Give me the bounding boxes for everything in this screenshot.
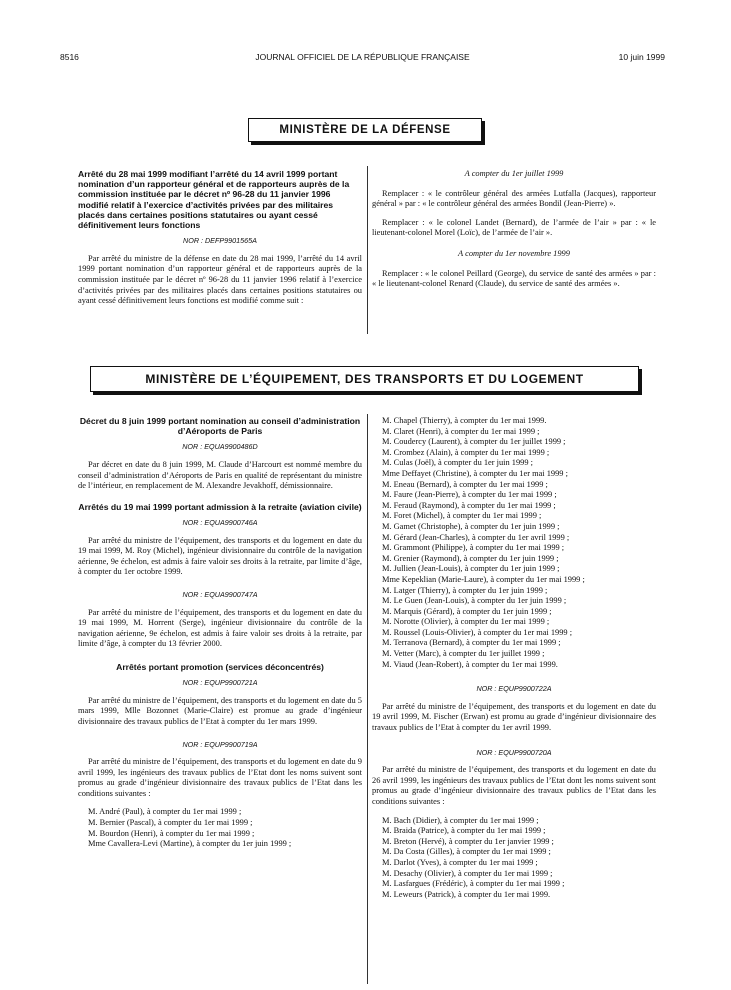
- list-item: M. Crombez (Alain), à compter du 1er mai 1999 ;: [382, 447, 550, 457]
- list-item: M. Vetter (Marc), à compter du 1er juillet 1999 ;: [382, 649, 545, 659]
- defense-subheading-2: A compter du 1er novembre 1999: [458, 248, 570, 258]
- list-item: M. Jullien (Jean-Louis), à compter du 1er juin 1999 ;: [382, 564, 560, 574]
- list-item: M. Darlot (Yves), à compter du 1er mai 1999 ;: [382, 857, 538, 867]
- page-header: [60, 52, 665, 66]
- ministry-defense-title: MINISTÈRE DE LA DÉFENSE: [248, 118, 482, 142]
- issue-date: 10 juin 1999: [618, 52, 665, 62]
- promotion-body-3: Par arrêté du ministre de l’équipement, des transports et du logement en date du 19 avril 1999, M. Fischer (Erwan) est promu au grade d’ingénieur divisionnaire des travaux publics de l’Etat à compter du 1er avril 1999.: [372, 701, 656, 733]
- promotion-list-right-2: [372, 816, 656, 901]
- list-item: M. Grenier (Raymond), à compter du 1er juin 1999 ;: [382, 553, 559, 563]
- defense-para-2: Remplacer : « le colonel Landet (Bernard), de l’armée de l’air » par : « le lieutenant-colonel Morel (Loïc), de l’armée de l’air ».: [372, 217, 656, 238]
- defense-para-1: Remplacer : « le contrôleur général des armées Lutfalla (Jacques), rapporteur général » par : « le contrôleur général des armées Bondil (Jean-Pierre) ».: [372, 188, 656, 209]
- defense-body: Par arrêté du ministre de la défense en date du 28 mai 1999, l’arrêté du 14 avril 1999 portant nomination d’un rapporteur général et de rapporteurs auprès de la commission instituée par le décret nº 96-28 du 11 janvier 1996 relatif à l’exercice d’activités privées par des militaires placés dans certaines positions statutaires ou ayant cessé définitivement leurs fonctions est modifié comme suit :: [78, 253, 362, 306]
- defense-right-column: [372, 169, 656, 298]
- list-item: M. Feraud (Raymond), à compter du 1er mai 1999 ;: [382, 500, 556, 510]
- defense-para-3: Remplacer : « le colonel Peillard (George), du service de santé des armées » par : « le lieutenant-colonel Renard (Claude), du service de santé des armées ».: [372, 268, 656, 289]
- column-divider-top: [367, 166, 368, 334]
- list-item: M. Terranova (Bernard), à compter du 1er mai 1999 ;: [382, 638, 561, 648]
- retraite-body-2: Par arrêté du ministre de l’équipement, des transports et du logement en date du 19 mai 1999, M. Horrent (Serge), ingénieur divisionnaire du contrôle de la navigation aérienne, 9e échelon, est admis à faire valoir ses droits à la retraite, par limite d’âge, à compter du 13 février 2000.: [78, 607, 362, 649]
- list-item: M. Gérard (Jean-Charles), à compter du 1er avril 1999 ;: [382, 532, 570, 542]
- nor-reference: NOR : EQUA9900486D: [182, 442, 258, 452]
- list-item: M. Lasfargues (Frédéric), à compter du 1er mai 1999 ;: [382, 879, 565, 889]
- nor-reference: NOR : EQUP9900720A: [476, 747, 552, 757]
- promotion-list-right: [372, 416, 656, 670]
- list-item: M. Bourdon (Henri), à compter du 1er mai 1999 ;: [88, 828, 255, 838]
- promotion-body-4: Par arrêté du ministre de l’équipement, des transports et du logement en date du 26 avril 1999, les ingénieurs des travaux publics de l’Etat dont les noms suivent sont promus au grade d’ingénieur divisionnaire des travaux publics de l’Etat dans les conditions suivantes :: [372, 765, 656, 806]
- promotion-list-left: [78, 807, 362, 849]
- list-item: M. Culas (Joël), à compter du 1er juin 1999 ;: [382, 458, 533, 468]
- decret-heading: Décret du 8 juin 1999 portant nomination au conseil d’administration d’Aéroports de Paris: [79, 416, 361, 437]
- list-item: M. Breton (Hervé), à compter du 1er janvier 1999 ;: [382, 836, 554, 846]
- list-item: M. Le Guen (Jean-Louis), à compter du 1er juin 1999 ;: [382, 596, 567, 606]
- list-item: M. Latger (Thierry), à compter du 1er juin 1999 ;: [382, 585, 548, 595]
- list-item: M. Braida (Patrice), à compter du 1er mai 1999 ;: [382, 826, 546, 836]
- list-item: M. Da Costa (Gilles), à compter du 1er mai 1999 ;: [382, 847, 551, 857]
- ministry-equipment-title: MINISTÈRE DE L’ÉQUIPEMENT, DES TRANSPORTS ET DU LOGEMENT: [90, 366, 639, 392]
- list-item: M. Faure (Jean-Pierre), à compter du 1er mai 1999 ;: [382, 490, 557, 500]
- retraite-body-1: Par arrêté du ministre de l’équipement, des transports et du logement en date du 19 mai 1999, M. Roy (Michel), ingénieur divisionnaire du contrôle de la navigation aérienne, 9e échelon, est admis à faire valoir ses droits à la retraite, par limite d’âge, à compter du 1er octobre 1999.: [78, 535, 362, 577]
- decret-body: Par décret en date du 8 juin 1999, M. Claude d’Harcourt est nommé membre du conseil d’administration d’Aéroports de Paris en qualité de représentant du ministre de l’intérieur, en remplacement de M. Alexandre Jevakhoff, démissionnaire.: [78, 460, 362, 491]
- promotion-body-1: Par arrêté du ministre de l’équipement, des transports et du logement en date du 5 mars 1999, Mlle Bozonnet (Marie-Claire) est promue au grade d’ingénieur divisionnaire des travaux publics de l’Etat à compter du 1er mars 1999.: [78, 695, 362, 726]
- list-item: M. Leweurs (Patrick), à compter du 1er mai 1999.: [382, 889, 551, 899]
- list-item: M. Foret (Michel), à compter du 1er mai 1999 ;: [382, 511, 542, 521]
- list-item: M. Roussel (Louis-Olivier), à compter du 1er mai 1999 ;: [382, 627, 573, 637]
- nor-reference: NOR : EQUA9900746A: [182, 517, 258, 527]
- nor-reference: NOR : EQUP9900719A: [182, 739, 258, 749]
- list-item: Mme Cavallera-Levi (Martine), à compter du 1er juin 1999 ;: [88, 839, 292, 849]
- page-number: 8516: [60, 52, 79, 62]
- list-item: M. André (Paul), à compter du 1er mai 1999 ;: [88, 807, 242, 817]
- nor-reference: NOR : EQUP9900722A: [476, 684, 552, 694]
- list-item: M. Viaud (Jean-Robert), à compter du 1er mai 1999.: [382, 659, 558, 669]
- promotion-body-2: Par arrêté du ministre de l’équipement, des transports et du logement en date du 9 avril 1999, les ingénieurs des travaux publics de l’Etat dont les noms suivent sont promus au grade d’ingénieur divisionnaire des travaux publics de l’Etat dans les conditions suivantes :: [78, 757, 362, 798]
- list-item: M. Bach (Didier), à compter du 1er mai 1999 ;: [382, 815, 539, 825]
- defense-left-column: [78, 169, 362, 315]
- nor-reference: NOR : DEFP9901565A: [183, 236, 257, 246]
- list-item: Mme Deffayet (Christine), à compter du 1er mai 1999 ;: [382, 468, 568, 478]
- list-item: M. Chapel (Thierry), à compter du 1er mai 1999.: [382, 416, 547, 425]
- defense-subheading-1: A compter du 1er juillet 1999: [464, 169, 564, 178]
- retraite-heading: Arrêtés du 19 mai 1999 portant admission à la retraite (aviation civile): [78, 501, 362, 512]
- list-item: M. Gamet (Christophe), à compter du 1er juin 1999 ;: [382, 521, 560, 531]
- list-item: M. Coudercy (Laurent), à compter du 1er juillet 1999 ;: [382, 437, 566, 447]
- list-item: M. Desachy (Olivier), à compter du 1er mai 1999 ;: [382, 868, 553, 878]
- list-item: M. Eneau (Bernard), à compter du 1er mai 1999 ;: [382, 479, 548, 489]
- promotion-heading: Arrêtés portant promotion (services déconcentrés): [116, 661, 324, 672]
- list-item: M. Claret (Henri), à compter du 1er mai 1999 ;: [382, 426, 540, 436]
- list-item: M. Marquis (Gérard), à compter du 1er juin 1999 ;: [382, 606, 552, 616]
- equipment-right-column: [372, 416, 656, 900]
- defense-arrete-heading: Arrêté du 28 mai 1999 modifiant l’arrêté du 14 avril 1999 portant nomination d’un rapporteur général et de rapporteurs auprès de la commission instituée par le décret nº 96-28 du 11 janvier 1996 modifié relatif à l’exercice d’activités privées par des militaires placés dans certaines positions statutaires ou ayant cessé définitivement leurs fonctions: [78, 169, 350, 231]
- list-item: Mme Kepeklian (Marie-Laure), à compter du 1er mai 1999 ;: [382, 574, 585, 584]
- list-item: M. Bernier (Pascal), à compter du 1er mai 1999 ;: [88, 818, 253, 828]
- nor-reference: NOR : EQUP9900721A: [182, 678, 258, 688]
- list-item: M. Norotte (Olivier), à compter du 1er mai 1999 ;: [382, 617, 550, 627]
- equipment-left-column: [78, 416, 362, 850]
- column-divider-bottom: [367, 414, 368, 984]
- list-item: M. Grammont (Philippe), à compter du 1er mai 1999 ;: [382, 543, 565, 553]
- nor-reference: NOR : EQUA9900747A: [182, 589, 258, 599]
- journal-title: JOURNAL OFFICIEL DE LA RÉPUBLIQUE FRANÇAISE: [255, 52, 470, 62]
